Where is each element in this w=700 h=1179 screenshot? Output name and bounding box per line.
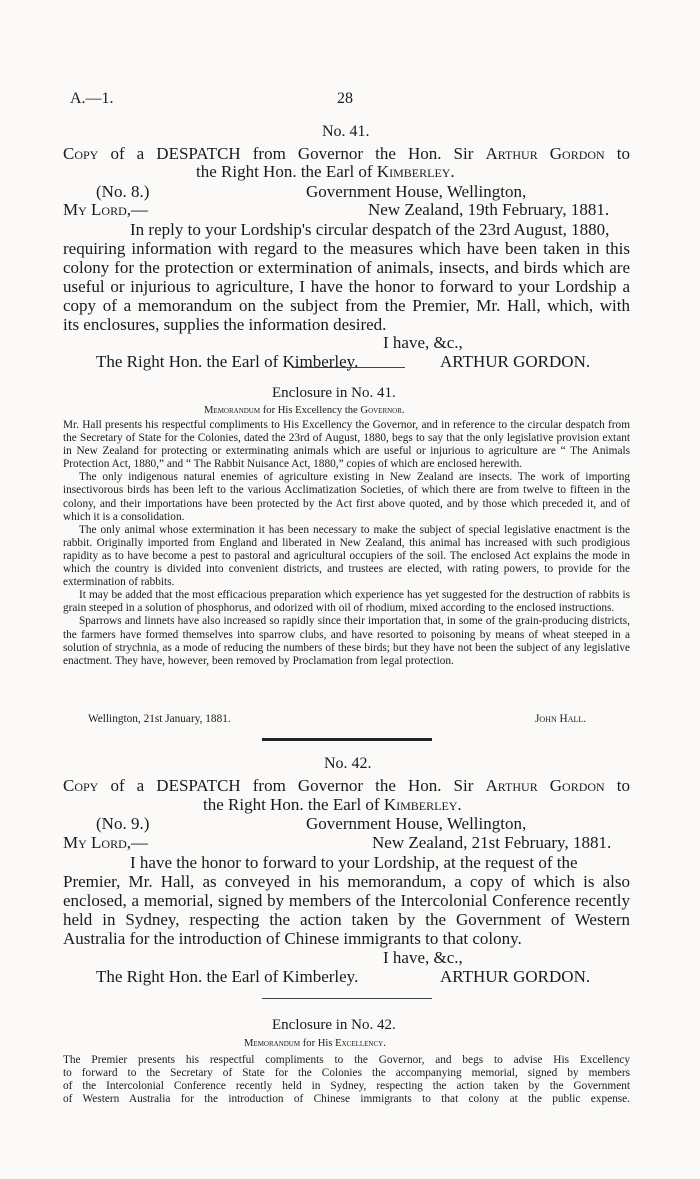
title-to: to: [616, 144, 631, 163]
divider-thick: [262, 738, 432, 741]
despatch-date: New Zealand, 21st February, 1881.: [372, 833, 612, 852]
memorandum-body: [63, 419, 630, 668]
memo-paragraph: The only animal whose extermination it has been necessary to make the subject of special legislative enactment is the rabbit. Originally imported from England and liberated in New Zealand, this animal has increased with such prodigious rapidity as to have become a pest to pastoral and agricultural occupiers of the soil. The enclosed Act explains the mode in which the country is divided into convenient districts, and trustees are elected, with rating powers, to provide for the extermination of rabbits.: [63, 523, 630, 589]
body-line: Australia for the introduction of Chinese immigrants to that colony.: [63, 929, 522, 948]
memo-paragraph: The only indigenous natural enemies of agriculture existing in New Zealand are insects. The work of importing insectivorous birds has been left to the various Acclimatization Societies, of which there are from twelve to fifteen in the colony, and their importations have been protected by the Act first above quoted, and by those which preceded it, and of which it is a consolidation.: [63, 471, 630, 523]
title-text: of a DESPATCH from Governor the Hon. Sir: [110, 776, 474, 795]
divider: [292, 367, 405, 368]
despatch-house: Government House, Wellington,: [306, 814, 527, 833]
title-to: to: [616, 776, 631, 795]
body-line: Premier, Mr. Hall, as conveyed in his memorandum, a copy of which is also: [63, 872, 630, 891]
divider: [262, 998, 432, 999]
body-line: enclosed, a memorial, signed by members of the Intercolonial Conference recently: [63, 891, 630, 910]
addressee: The Right Hon. the Earl of Kimberley.: [96, 967, 359, 986]
despatch-number: No. 42.: [324, 755, 372, 772]
page-section-label: A.—1.: [70, 90, 114, 107]
salutation: My Lord,—: [63, 833, 149, 852]
place-date: Wellington, 21st January, 1881.: [88, 713, 231, 725]
despatch-date: New Zealand, 19th February, 1881.: [368, 200, 610, 219]
closing: I have, &c.,: [383, 948, 463, 967]
memo-prefix: Memorandum: [204, 405, 261, 416]
earl-name: Kimberley.: [383, 795, 462, 814]
memo-paragraph: It may be added that the most efficacious preparation which experience has yet suggested for the destruction of rabbits is grain steeped in a solution of phosphorus, and odorized with oil of rhodium, mixed according to the enclosed instructions.: [63, 589, 630, 615]
salutation: My Lord,—: [63, 200, 149, 219]
earl-name: Kimberley.: [376, 162, 455, 181]
title-line2-text: the Right Hon. the Earl of: [196, 162, 373, 181]
enclosure-title: Enclosure in No. 41.: [272, 385, 396, 401]
enclosure-title: Enclosure in No. 42.: [272, 1017, 396, 1033]
addressee: The Right Hon. the Earl of Kimberley.: [96, 352, 359, 371]
despatch-ref: (No. 8.): [96, 182, 150, 201]
memo-suffix: Excellency.: [335, 1038, 386, 1049]
body-line: useful or injurious to agriculture, I have the honor to forward to your Lordship a: [63, 277, 630, 296]
memorandum-heading: [244, 1038, 386, 1049]
title-line2-text: the Right Hon. the Earl of: [203, 795, 380, 814]
copy-word: Copy: [63, 144, 99, 163]
despatch-number: No. 41.: [322, 123, 370, 140]
body-line: colony for the protection or extermination of animals, insects, and birds which are: [63, 258, 630, 277]
memo-line: of the Intercolonial Conference recently held in Sydney, respecting the action taken by the Government: [63, 1080, 630, 1092]
body-line: its enclosures, supplies the information desired.: [63, 315, 387, 334]
memorandum-heading: [204, 405, 405, 416]
memo-paragraph: Mr. Hall presents his respectful compliments to His Excellency the Governor, and in reference to the circular despatch from the Secretary of State for the Colonies, dated the 23rd of August, 1880, begs to say that the only legislative provision extant in New Zealand for protecting or exterminating animals which are useful or injurious to agriculture are “ The Animals Protection Act, 1880,” and “ The Rabbit Nuisance Act, 1880,” copies of which are enclosed herewith.: [63, 419, 630, 471]
body-line: I have the honor to forward to your Lordship, at the request of the: [130, 853, 578, 872]
body-line: held in Sydney, respecting the action taken by the Government of Western: [63, 910, 630, 929]
signature: ARTHUR GORDON.: [440, 352, 591, 371]
body-line: In reply to your Lordship's circular despatch of the 23rd August, 1880,: [130, 220, 610, 239]
body-line: requiring information with regard to the measures which have been taken in this: [63, 239, 630, 258]
memo-line: of Western Australia for the introduction of Chinese immigrants to that colony at the public expense.: [63, 1093, 630, 1105]
body-line: copy of a memorandum on the subject from the Premier, Mr. Hall, which, with: [63, 296, 630, 315]
memo-line: to forward to the Secretary of State for the Colonies the accompanying memorial, signed by members: [63, 1067, 630, 1079]
memo-middle: for His: [302, 1038, 333, 1049]
copy-word: Copy: [63, 776, 99, 795]
memo-suffix: Governor.: [360, 405, 405, 416]
governor-name: Arthur Gordon: [485, 144, 605, 163]
governor-name: Arthur Gordon: [485, 776, 605, 795]
page-number: 28: [337, 90, 353, 107]
despatch-title-line2: [203, 795, 462, 815]
despatch-title-line1: [63, 144, 630, 164]
title-text: of a DESPATCH from Governor the Hon. Sir: [110, 144, 474, 163]
despatch-title-line1: [63, 776, 630, 796]
despatch-house: Government House, Wellington,: [306, 182, 527, 201]
signature: ARTHUR GORDON.: [440, 967, 591, 986]
despatch-ref: (No. 9.): [96, 814, 150, 833]
closing: I have, &c.,: [383, 333, 463, 352]
memo-line: The Premier presents his respectful compliments to the Governor, and begs to advise His Excellency: [63, 1054, 630, 1066]
memo-paragraph: Sparrows and linnets have also increased so rapidly since their importation that, in some of the grain-producing districts, the farmers have formed themselves into sparrow clubs, and have resorted to poisoning by means of wheat steeped in a solution of strychnia, as a mode of reducing the numbers of these birds; but they have not been the subject of any legislative enactment. They have, however, been removed by Proclamation from legal protection.: [63, 615, 630, 667]
memo-prefix: Memorandum: [244, 1038, 301, 1049]
memo-signature: John Hall.: [535, 713, 587, 725]
memo-middle: for His Excellency the: [262, 405, 358, 416]
despatch-title-line2: [196, 162, 455, 182]
